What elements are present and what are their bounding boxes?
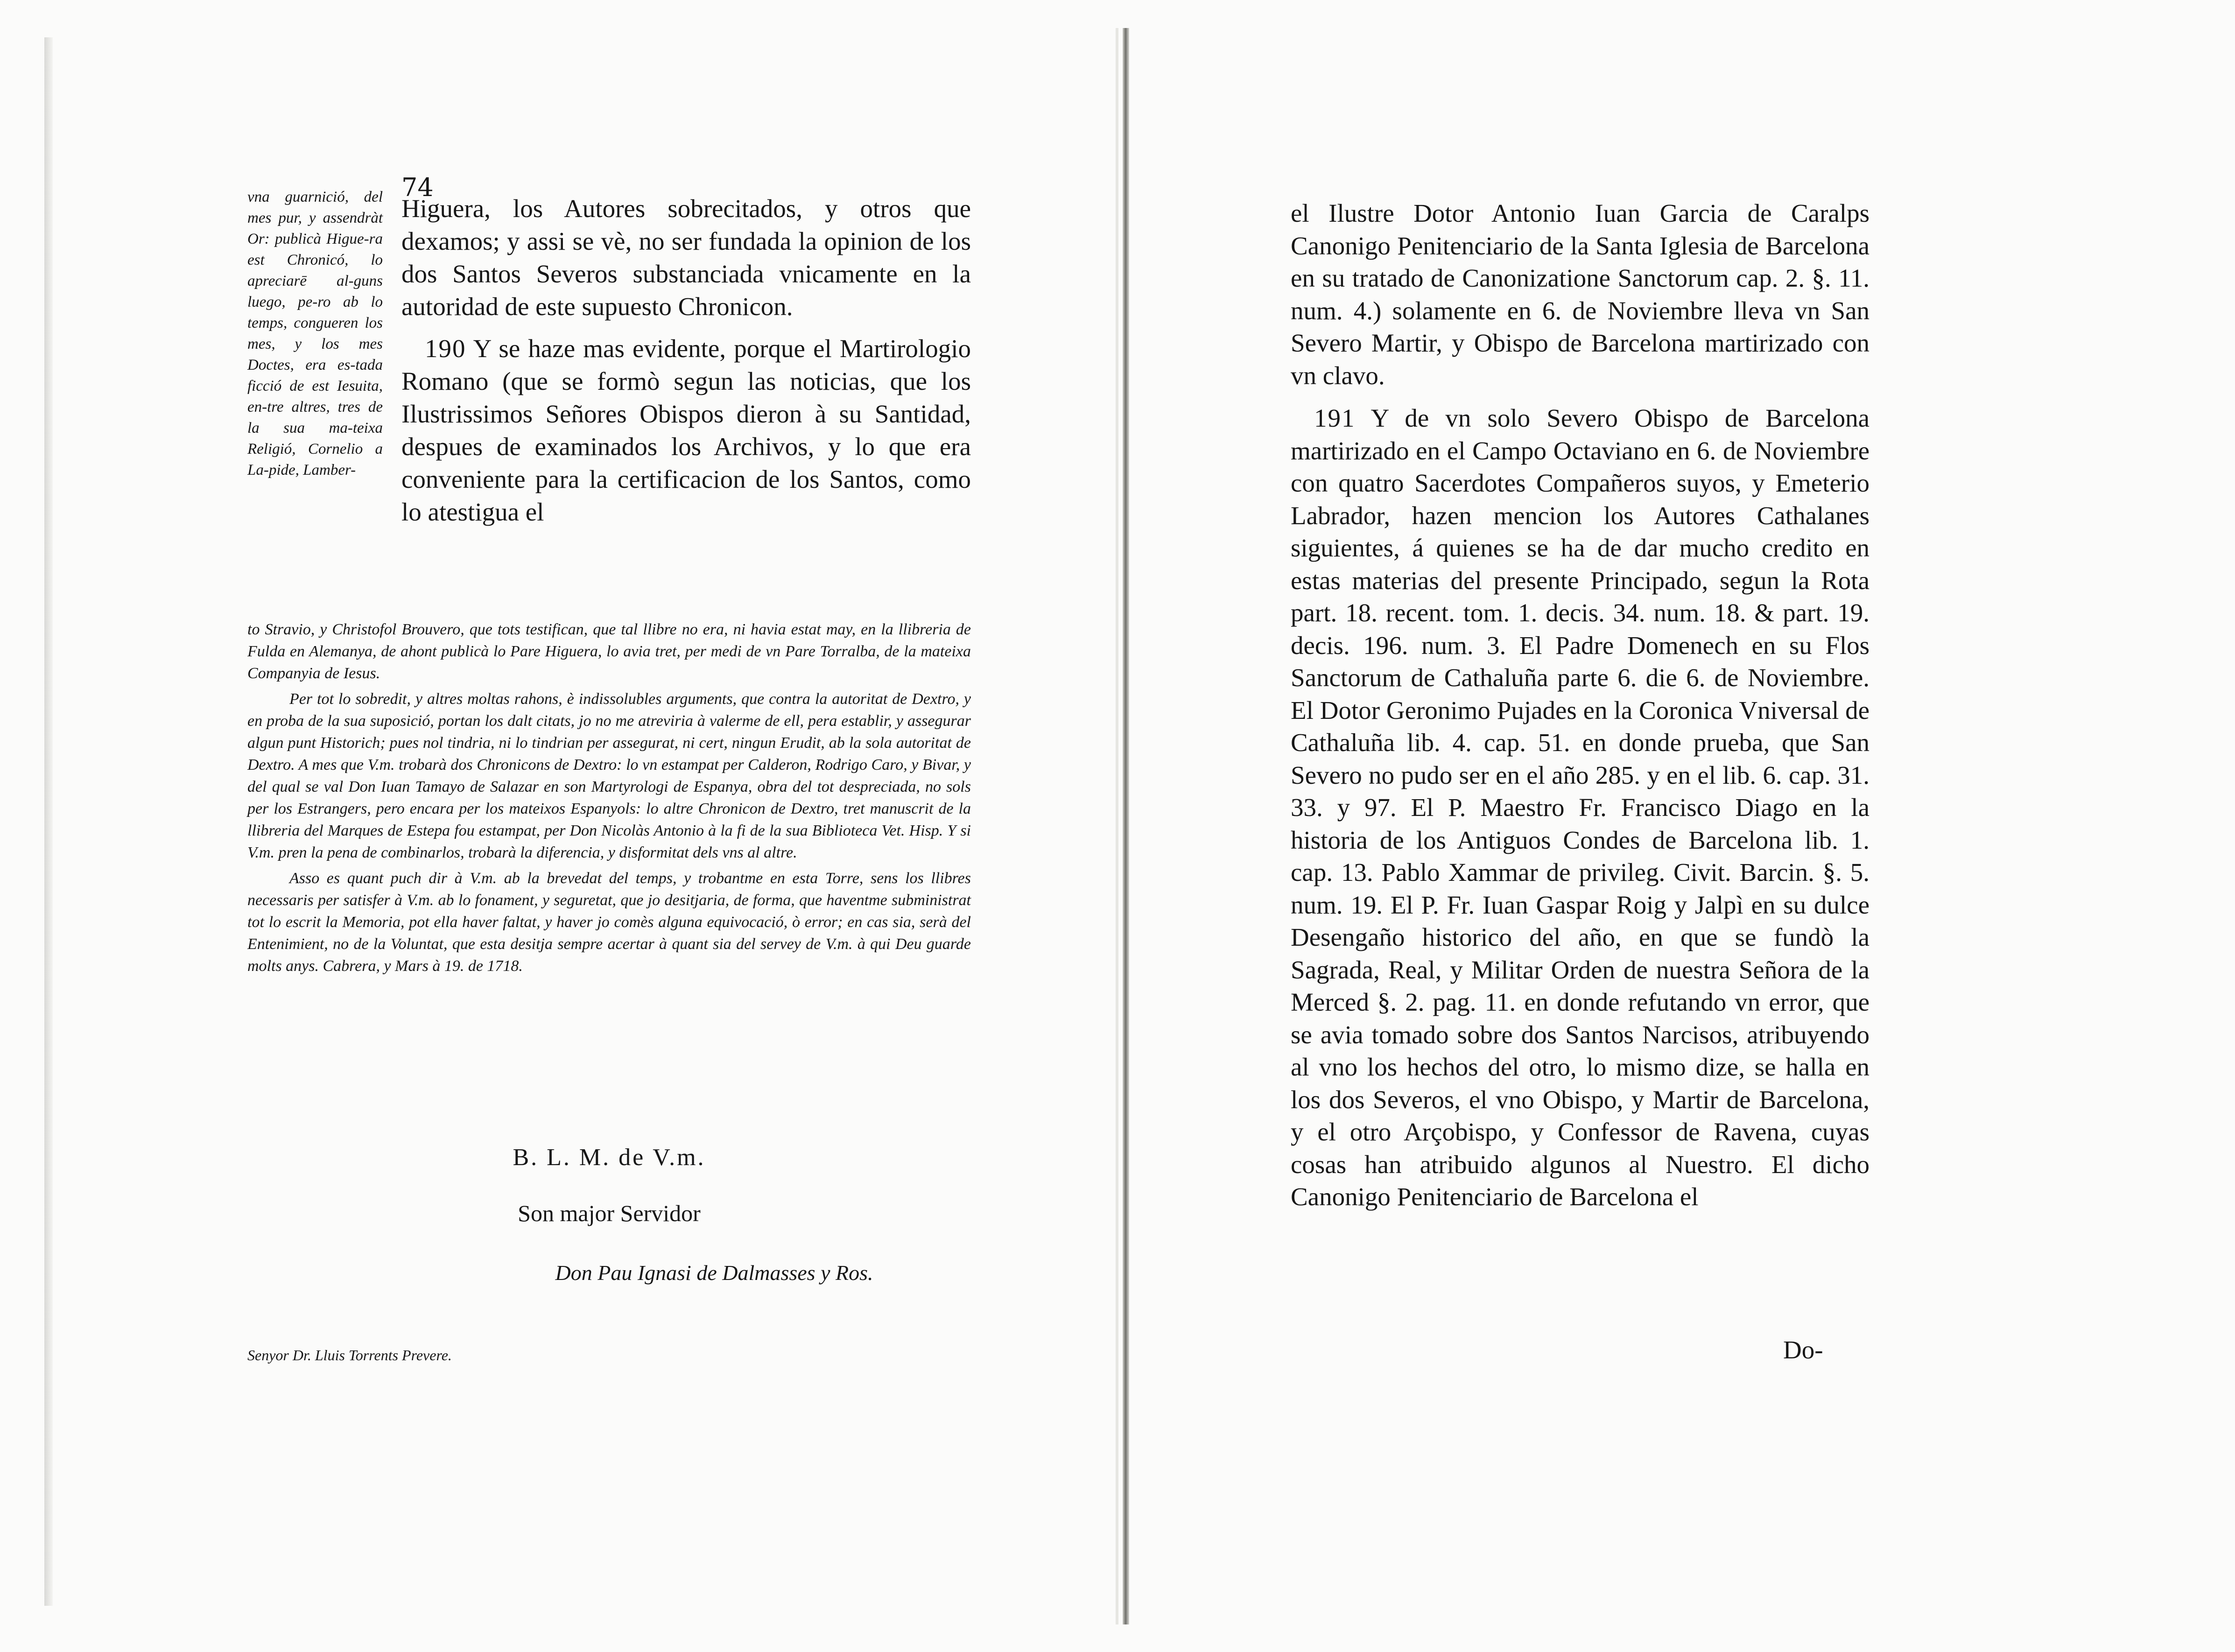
paragraph-number: 190 (425, 334, 466, 363)
right-paragraph-1: el Ilustre Dotor Antonio Iuan Garcia de Caralps Canonigo Penitenciario de la Santa Iglesia de Barcelona en su tratado de Canonizatione Sanctorum cap. 2. §. 11. num. 4.) solamente en 6. de Noviembre lleva vn San Severo Martir, y Obispo de Barcelona martirizado con vn clavo. (1291, 199, 1870, 390)
letter-paragraph-3: Asso es quant puch dir à V.m. ab la brevedat del temps, y trobantme en esta Torre, sens los llibres necessaris per satisfer à V.m. ab lo fonament, y seguretat, que jo desitjaria, de forma, que haventme subministrat tot lo escrit la Memoria, pot ella haver faltat, y haver jo comès alguna equivocació, ò error; en cas sia, serà del Entenimient, no de la Voluntat, que esta desitja sempre acertar à quant sia del servey de V.m. à qui Deu guarde molts anys. Cabrera, y Mars à 19. de 1718. (247, 870, 971, 975)
left-main-text (401, 192, 971, 538)
binding-gutter (1123, 28, 1129, 1624)
catalan-letter (247, 619, 971, 981)
left-paragraph-1: Higuera, los Autores sobrecitados, y otros que dexamos; y assi se vè, no ser fundada la opinion de los dos Santos Severos substanciada vnicamente en la autoridad de este supuesto Chronicon. (401, 194, 971, 321)
left-page-number: 74 (401, 173, 434, 202)
catchword: Do- (1783, 1336, 1823, 1364)
marginal-note: vna guarnició, del mes pur, y assendràt Or: publicà Higue-ra est Chronicó, lo apreciarē al-guns luego, pe-ro ab lo temps, congueren los mes, y los mes Doctes, era es-tada ficció de est Iesuita, en-tre altres, tres de la sua ma-teixa Religió, Cornelio a La-pide, Lamber- (247, 189, 383, 478)
closing-salutation: B. L. M. de V.m. (513, 1144, 706, 1171)
paragraph-text: Y se haze mas evidente, porque el Martirologio Romano (que se formò segun las noticias, que los Ilustrissimos Señores Obispos dieron à su Santidad, despues de examinados los Archivos, y lo que era conveniente para la certificacion de los Santos, como lo atestigua el (401, 334, 971, 526)
paragraph-number: 191 (1314, 404, 1356, 432)
right-paragraph-2 (1291, 402, 1870, 1213)
right-main-text (1291, 197, 1870, 1223)
addressee: Senyor Dr. Lluis Torrents Prevere. (247, 1347, 452, 1364)
left-paragraph-2 (401, 332, 971, 528)
closing-servant: Son major Servidor (518, 1200, 701, 1226)
letter-paragraph-1: to Stravio, y Christofol Brouvero, que tots testifican, que tal llibre no era, ni havia estat may, en la llibreria de Fulda en Alemanya, de ahont publicà lo Pare Higuera, lo avia tret, per medi de vn Pare Torralba, de la mateixa Companyia de Iesus. (247, 621, 971, 682)
letter-paragraph-2: Per tot lo sobredit, y altres moltas rahons, è indissolubles arguments, que contra la autoritat de Dextro, y en proba de la sua suposició, portan los dalt citats, jo no me atreviria à valerme de ell, pera establir, y assegurar algun punt Historich; pues nol tindria, ni lo tindrian per assegurat, ni cert, ningun Erudit, ab la sola autoritat de Dextro. A mes que V.m. trobarà dos Chronicons de Dextro: lo vn estampat per Calderon, Rodrigo Caro, y Bivar, y del qual se val Don Iuan Tamayo de Salazar en son Martyrologi de Espanya, obra del tot despreciada, no sols per los Estrangers, pero encara per los mateixos Espanyols: lo altre Chronicon de Dextro, tret manuscrit de la llibreria del Marques de Estepa fou estampat, per Don Nicolàs Antonio à la fi de la sua Biblioteca Vet. Hisp. Y si V.m. pren la pena de combinarlos, trobarà la diferencia, y disformitat dels vns al altre. (247, 690, 971, 861)
paragraph-text: Y de vn solo Severo Obispo de Barcelona martirizado en el Campo Octaviano en 6. de Noviembre con quatro Sacerdotes Compañeros suyos, y Emeterio Labrador, hazen mencion los Autores Cathalanes siguientes, á quienes se ha de dar mucho credito en estas materias del presente Principado, segun la Rota part. 18. recent. tom. 1. decis. 34. num. 18. & part. 19. decis. 196. num. 3. El Padre Domenech en su Flos Sanctorum de Cathaluña parte 6. die 6. de Noviembre. El Dotor Geronimo Pujades en la Coronica Vniversal de Cathaluña lib. 4. cap. 51. en donde prueba, que San Severo no pudo ser en el año 285. y en el lib. 6. cap. 31. 33. y 97. El P. Maestro Fr. Francisco Diago en la historia de los Antiguos Condes de Barcelona lib. 1. cap. 13. Pablo Xammar de privileg. Civit. Barcin. §. 5. num. 19. El P. Fr. Iuan Gaspar Roig y Jalpì en su dulce Desengaño historico del año, en que se fundò la Sagrada, Real, y Militar Orden de nuestra Señora de la Merced §. 2. pag. 11. en donde refutando vn error, que se avia tomado sobre dos Santos Narcisos, atribuyendo al vno los hechos del otro, lo mismo dize, se halla en los dos Severos, el vno Obispo, y Martir de Barcelona, y el otro Arçobispo, y Confessor de Ravena, cuyas cosas han atribuido algunos al Nuestro. El dicho Canonigo Penitenciario de Barcelona el (1291, 404, 1870, 1211)
signature: Don Pau Ignasi de Dalmasses y Ros. (555, 1261, 873, 1285)
